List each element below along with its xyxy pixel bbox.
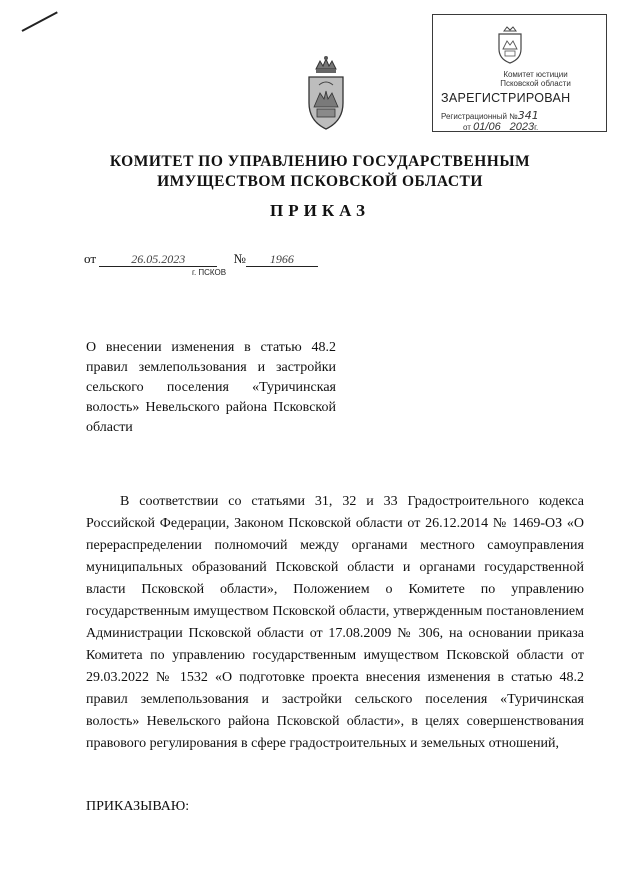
date-value: 26.05.2023: [99, 252, 217, 267]
number-prefix: №: [233, 251, 246, 266]
document-subject: О внесении изменения в статью 48.2 правил землепользования и застройки сельского поселения «Туричинская волость» Невельского района Псковской области: [86, 340, 336, 435]
stamp-date-value: 01/06: [473, 121, 501, 133]
pskov-coat-of-arms-icon: [493, 25, 527, 65]
document-type: ПРИКАЗ: [270, 201, 370, 220]
stamp-date-prefix: от: [463, 123, 471, 132]
stamp-year-suffix: г.: [534, 123, 539, 132]
date-number-line: [84, 251, 318, 267]
number-value: 1966: [246, 252, 318, 267]
stamp-date: [463, 121, 603, 133]
org-title-line-2: ИМУЩЕСТВОМ ПСКОВСКОЙ ОБЛАСТИ: [157, 173, 483, 190]
stamp-status: ЗАРЕГИСТРИРОВАН: [441, 91, 571, 105]
org-title-line-1: КОМИТЕТ ПО УПРАВЛЕНИЮ ГОСУДАРСТВЕННЫМ: [109, 153, 531, 170]
date-prefix: от: [84, 251, 97, 266]
registration-stamp: [432, 14, 607, 132]
stamp-org-line-2: Псковской области: [500, 79, 571, 88]
order-directive: ПРИКАЗЫВАЮ:: [86, 799, 190, 814]
city-label: г. ПСКОВ: [192, 268, 227, 277]
pskov-coat-of-arms-icon: [302, 55, 350, 135]
stamp-org-line-1: Комитет юстиции: [503, 70, 568, 79]
stamp-year-value: 2023: [509, 121, 535, 133]
stamp-reg-value: 341: [517, 109, 539, 122]
document-body: В соответствии со статьями 31, 32 и 33 Градостроительного кодекса Российской Федерации, Законом Псковской области от 26.12.2014 № 1469-ОЗ «О перераспределении полномочий между органами местного самоуправления муниципальных образований Псковской области и органами государственной власти Псковской области», Положением о Комитете по управлению государственным имуществом Псковской области, утвержденным постановлением Администрации Псковской области от 17.08.2009 № 306, на основании приказа Комитета по управлению государственным имуществом Псковской области от 29.03.2022 № 1532 «О подготовке проекта внесения изменения в статью 48.2 правил землепользования и застройки сельского поселения «Туричинская волость» Невельского района Псковской области», в целях совершенствования правового регулирования в сфере градостроительных и земельных отношений,: [86, 494, 584, 751]
handwritten-mark: [22, 11, 58, 32]
stamp-reg-label: Регистрационный №: [441, 112, 518, 121]
